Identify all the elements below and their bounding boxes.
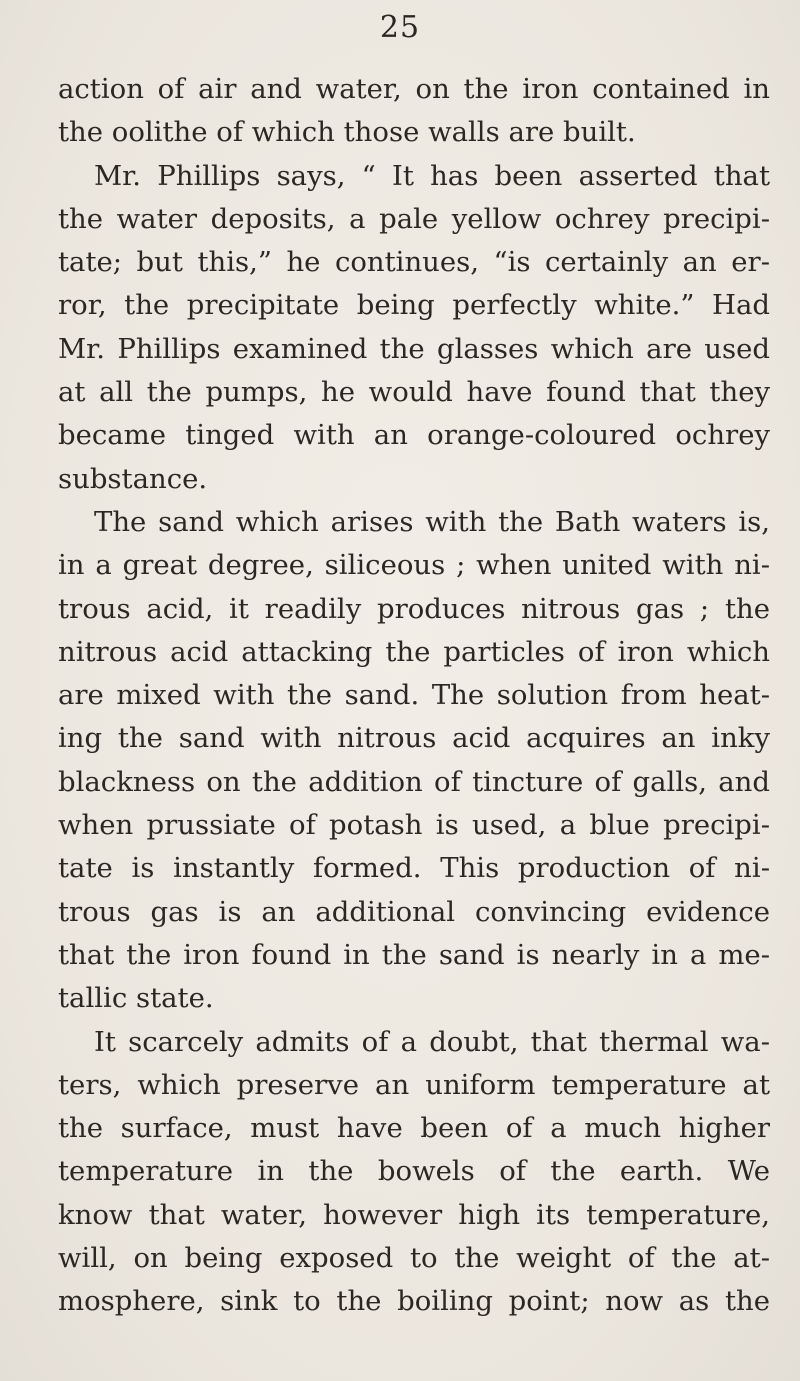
- text-line: when prussiate of potash is used, a blue precipi-: [58, 809, 770, 842]
- text-line: will, on being exposed to the weight of the at-: [58, 1242, 770, 1275]
- text-line: trous gas is an additional convincing evidence: [58, 895, 770, 928]
- body-text: [58, 68, 770, 1324]
- text-line: temperature in the bowels of the earth. We: [58, 1155, 770, 1188]
- text-line: at all the pumps, he would have found that they: [58, 376, 770, 409]
- text-line: It scarcely admits of a doubt, that thermal wa-: [94, 1025, 770, 1058]
- text-line: the oolithe of which those walls are built.: [58, 116, 636, 149]
- text-line: action of air and water, on the iron contained in: [58, 73, 770, 105]
- text-line: substance.: [58, 462, 208, 495]
- text-line: The sand which arises with the Bath waters is,: [94, 505, 770, 538]
- text-line: became tinged with an orange-coloured ochrey: [58, 419, 770, 452]
- text-line: know that water, however high its temperature,: [58, 1198, 770, 1231]
- text-line: tate is instantly formed. This production of ni-: [58, 852, 770, 885]
- text-line: trous acid, it readily produces nitrous gas ; the: [58, 592, 770, 625]
- text-line: ror, the precipitate being perfectly white.” Had: [58, 289, 770, 322]
- page-number: 25: [379, 10, 421, 45]
- text-line: blackness on the addition of tincture of galls, and: [58, 765, 770, 798]
- text-line: the water deposits, a pale yellow ochrey precipi-: [58, 202, 770, 235]
- text-line: ters, which preserve an uniform temperature at: [58, 1068, 770, 1101]
- text-line: nitrous acid attacking the particles of iron which: [58, 635, 770, 668]
- text-line: are mixed with the sand. The solution from heat-: [58, 679, 770, 712]
- text-line: Mr. Phillips says, “ It has been asserted that: [94, 159, 770, 192]
- text-line: ing the sand with nitrous acid acquires an inky: [58, 722, 770, 755]
- text-line: Mr. Phillips examined the glasses which are used: [58, 332, 770, 365]
- text-line: that the iron found in the sand is nearly in a me-: [58, 938, 770, 971]
- text-line: the surface, must have been of a much higher: [58, 1112, 770, 1145]
- text-line: tallic state.: [58, 982, 214, 1015]
- text-line: in a great degree, siliceous ; when united with ni-: [58, 549, 770, 582]
- text-line: mosphere, sink to the boiling point; now as the: [58, 1285, 770, 1318]
- text-line: tate; but this,” he continues, “is certainly an er-: [58, 246, 770, 279]
